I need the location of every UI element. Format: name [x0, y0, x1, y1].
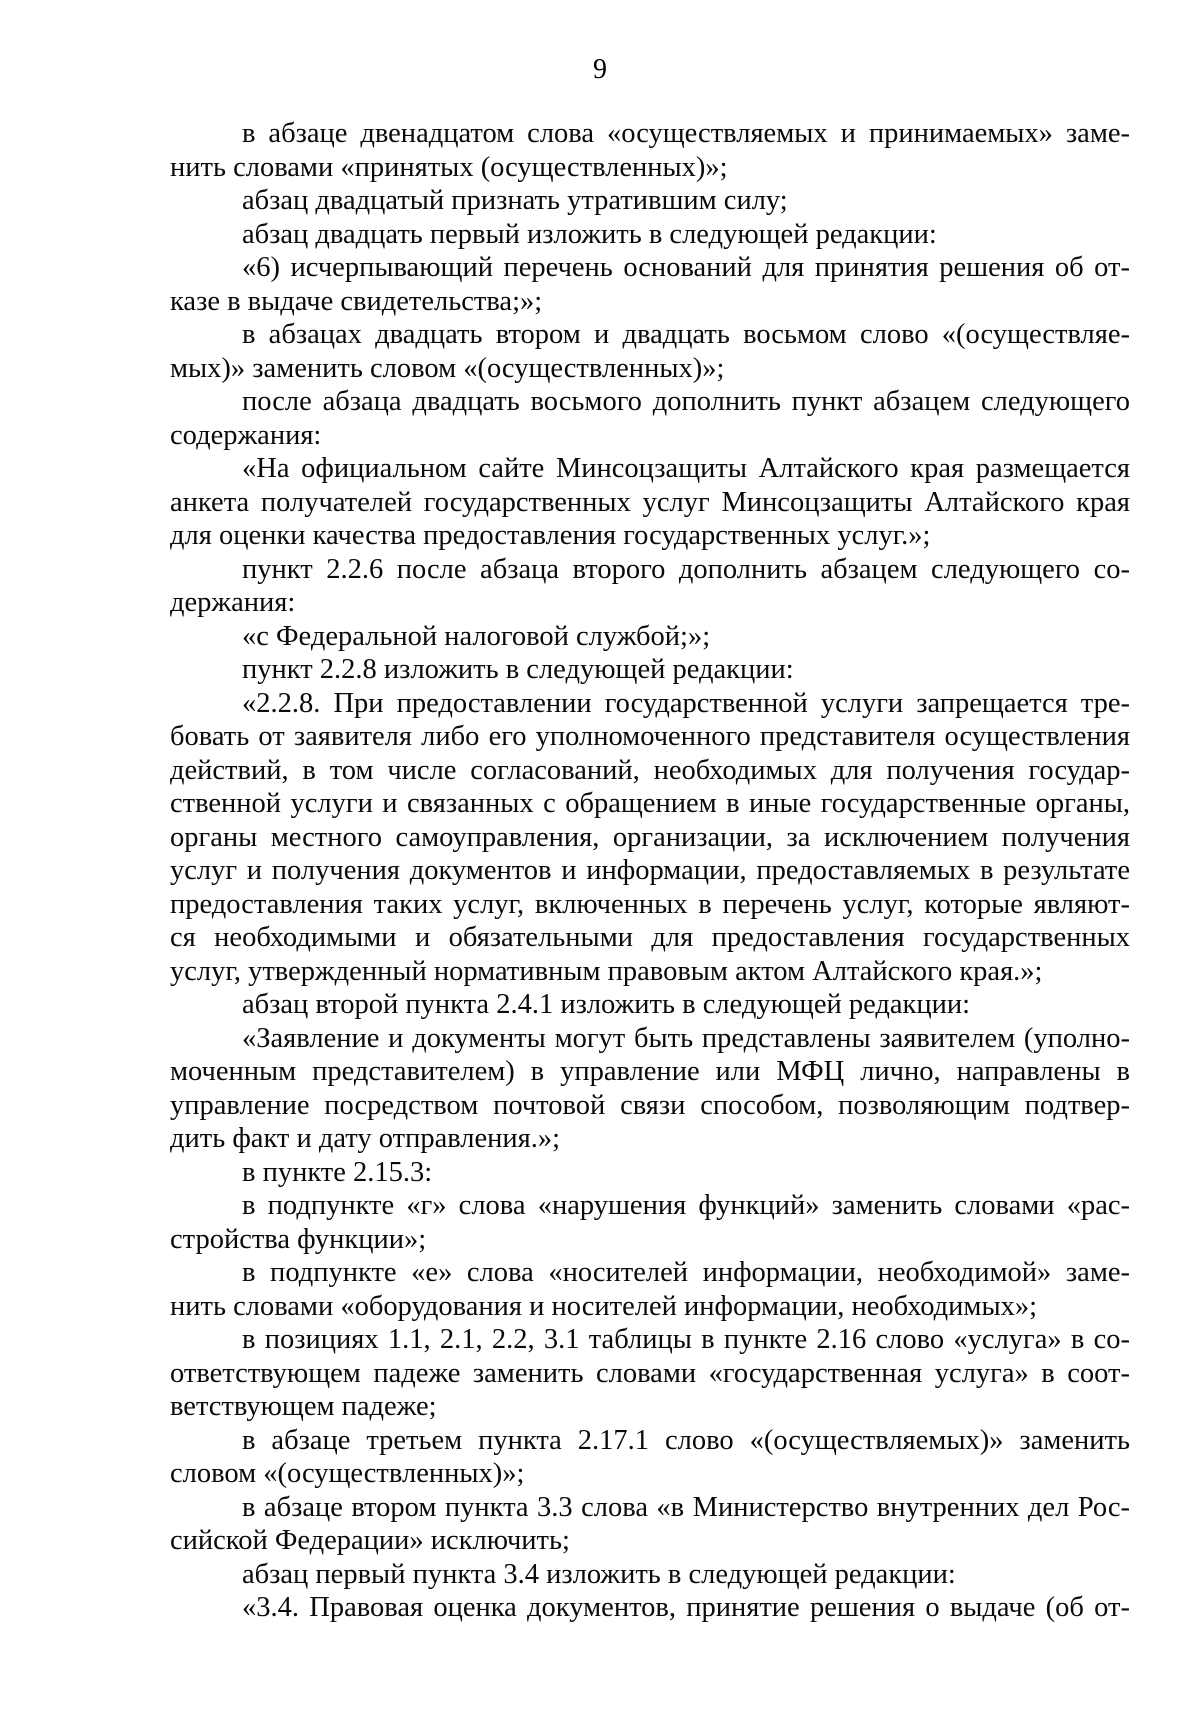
text-line: ветствующем падеже; — [170, 1391, 437, 1422]
text-line: ся необходимыми и обязательными для предоставления государственных — [170, 922, 1130, 953]
text-line: в абзаце двенадцатом слова «осуществляемых и принимаемых» заме- — [242, 118, 1130, 149]
text-line: абзац двадцать первый изложить в следующей редакции: — [242, 218, 937, 250]
page-number: 9 — [593, 54, 607, 85]
text-line: сийской Федерации» исключить; — [170, 1525, 570, 1556]
text-line: действий, в том числе согласований, необходимых для получения государ- — [170, 754, 1130, 786]
text-line: в подпункте «е» слова «носителей информации, необходимой» заме- — [242, 1257, 1130, 1288]
text-line: «6) исчерпывающий перечень оснований для принятия решения об от- — [242, 252, 1130, 283]
text-line: предоставления таких услуг, включенных в перечень услуг, которые являют- — [170, 888, 1130, 920]
text-line: пункт 2.2.6 после абзаца второго дополнить абзацем следующего со- — [242, 553, 1130, 585]
text-line: стройства функции»; — [170, 1223, 427, 1255]
text-line: «с Федеральной налоговой службой;»; — [242, 620, 711, 652]
document-body — [170, 117, 1130, 1625]
text-line: услуг, утвержденный нормативным правовым актом Алтайского края.»; — [170, 955, 1043, 987]
text-line: дить факт и дату отправления.»; — [170, 1123, 561, 1154]
text-line: моченным представителем) в управление или МФЦ лично, направлены в — [170, 1056, 1130, 1087]
text-line: в абзаце третьем пункта 2.17.1 слово «(осуществляемых)» заменить — [242, 1424, 1130, 1456]
text-line: абзац двадцатый признать утратившим силу; — [242, 185, 788, 216]
text-line: «3.4. Правовая оценка документов, принятие решения о выдаче (об от- — [242, 1592, 1130, 1623]
text-line: словом «(осуществленных)»; — [170, 1458, 525, 1489]
text-line: мых)» заменить словом «(осуществленных)»; — [170, 352, 725, 384]
text-line: в пункте 2.15.3: — [242, 1156, 433, 1188]
text-line: в абзаце втором пункта 3.3 слова «в Министерство внутренних дел Рос- — [242, 1491, 1130, 1523]
text-line: бовать от заявителя либо его уполномоченного представителя осуществления — [170, 721, 1130, 752]
text-line: «2.2.8. При предоставлении государственной услуги запрещается тре- — [242, 687, 1130, 719]
text-line: абзац первый пункта 3.4 изложить в следующей редакции: — [242, 1558, 956, 1590]
text-line: управление посредством почтовой связи способом, позволяющим подтвер- — [170, 1089, 1130, 1121]
text-line: в абзацах двадцать втором и двадцать восьмом слово «(осуществляе- — [242, 319, 1130, 350]
text-line: для оценки качества предоставления государственных услуг.»; — [170, 520, 931, 551]
text-line: нить словами «принятых (осуществленных)»; — [170, 151, 728, 183]
text-line: в позициях 1.1, 2.1, 2.2, 3.1 таблицы в пункте 2.16 слово «услуга» в со- — [242, 1324, 1130, 1355]
text-line: «На официальном сайте Минсоцзащиты Алтайского края размещается — [242, 453, 1130, 484]
text-line: держания: — [170, 587, 296, 618]
text-line: в подпункте «г» слова «нарушения функций» заменить словами «рас- — [242, 1190, 1130, 1221]
text-line: «Заявление и документы могут быть представлены заявителем (уполно- — [242, 1022, 1130, 1054]
text-line: пункт 2.2.8 изложить в следующей редакции: — [242, 654, 794, 685]
text-line: нить словами «оборудования и носителей информации, необходимых»; — [170, 1290, 1038, 1322]
text-line: ответствующем падеже заменить словами «государственная услуга» в соот- — [170, 1357, 1130, 1389]
text-line: анкета получателей государственных услуг Минсоцзащиты Алтайского края — [170, 486, 1130, 518]
text-line: казе в выдаче свидетельства;»; — [170, 285, 543, 317]
text-line: органы местного самоуправления, организации, за исключением получения — [170, 821, 1130, 853]
text-line: ственной услуги и связанных с обращением в иные государственные органы, — [170, 788, 1130, 819]
text-line: абзац второй пункта 2.4.1 изложить в следующей редакции: — [242, 989, 971, 1020]
text-line: услуг и получения документов и информации, предоставляемых в результате — [170, 855, 1130, 886]
text-line: после абзаца двадцать восьмого дополнить пункт абзацем следующего — [242, 386, 1130, 417]
text-line: содержания: — [170, 419, 322, 451]
